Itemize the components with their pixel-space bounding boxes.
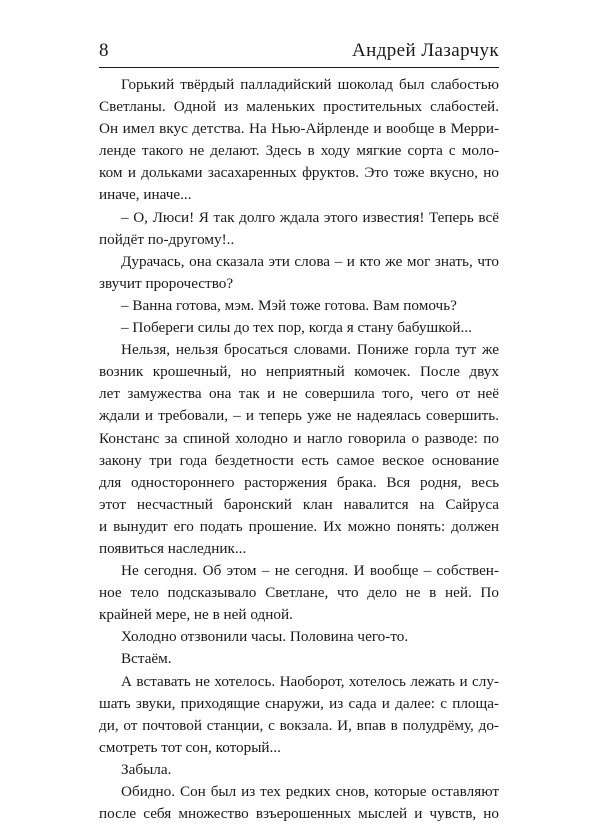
text-line: закону три года бездетности есть самое веское основание [99, 451, 499, 469]
text-line: шать звуки, приходящие снаружи, из сада и далее: с площа- [99, 694, 499, 712]
text-line: – Ванна готова, мэм. Мэй тоже готова. Вам помочь? [121, 296, 457, 314]
page-number: 8 [99, 40, 109, 61]
text-line: пойдёт по-другому!.. [99, 230, 235, 248]
text-line: Дурачась, она сказала эти слова – и кто же мог знать, что [121, 252, 499, 270]
text-line: Констанс за спиной холодно и нагло говорила о разводе: по [99, 429, 499, 447]
running-title: Андрей Лазарчук [352, 40, 499, 61]
text-line: смотреть тот сон, который... [99, 738, 281, 756]
text-line: А вставать не хотелось. Наоборот, хотелось лежать и слу- [121, 672, 499, 690]
text-line: ждали и требовали, – и теперь уже не надеялась совершить. [99, 407, 499, 425]
text-line: Не сегодня. Об этом – не сегодня. И вообще – собствен- [121, 562, 499, 580]
text-line: ди, от почтовой станции, с вокзала. И, впав в полудрёму, до- [99, 716, 499, 734]
text-line: и вынудит его подать прошение. Их можно понять: должен [99, 517, 499, 535]
text-line: Он имел вкус детства. На Нью-Айрленде и вообще в Мерри- [99, 120, 499, 138]
text-line: ленде такого не делают. Здесь в ходу мягкие сорта с моло- [99, 142, 499, 160]
text-line: после себя множество взъерошенных мыслей и чувств, но [99, 805, 499, 823]
text-line: Светланы. Одной из маленьких простительных слабостей. [99, 98, 499, 116]
text-line: Горький твёрдый палладийский шоколад был слабостью [121, 76, 499, 93]
text-line: лет замужества она так и не совершила того, чего от неё [99, 385, 499, 403]
text-line: крайней мере, не в ней одной. [99, 606, 293, 624]
text-line: Холодно отзвонили часы. Половина чего-то. [121, 628, 409, 646]
text-line: этот несчастный баронский клан навалится на Сайруса [99, 495, 499, 513]
text-line: появиться наследник... [99, 539, 247, 557]
text-line: – О, Люси! Я так долго ждала этого известия! Теперь всё [121, 208, 499, 226]
text-line: Забыла. [121, 760, 172, 778]
text-line: для одностороннего расторжения брака. Вся родня, весь [99, 473, 499, 491]
page-header [99, 40, 499, 70]
text-line: Нельзя, нельзя бросаться словами. Пониже горла тут же [121, 341, 499, 359]
text-line: ком и дольками засахаренных фруктов. Это тоже вкусно, но [99, 164, 499, 182]
text-line: возник крошечный, но неприятный комочек. После двух [99, 363, 499, 381]
text-line: – Побереги силы до тех пор, когда я стану бабушкой... [121, 319, 472, 337]
text-line: иначе, иначе... [99, 186, 192, 204]
text-line: Встаём. [121, 650, 172, 668]
header-rule [99, 67, 499, 68]
text-line: звучит пророчество? [99, 274, 234, 292]
text-line: Обидно. Сон был из тех редких снов, которые оставляют [121, 783, 499, 800]
text-line: ное тело подсказывало Светлане, что дело не в ней. По [99, 584, 499, 602]
body-text [99, 74, 499, 825]
